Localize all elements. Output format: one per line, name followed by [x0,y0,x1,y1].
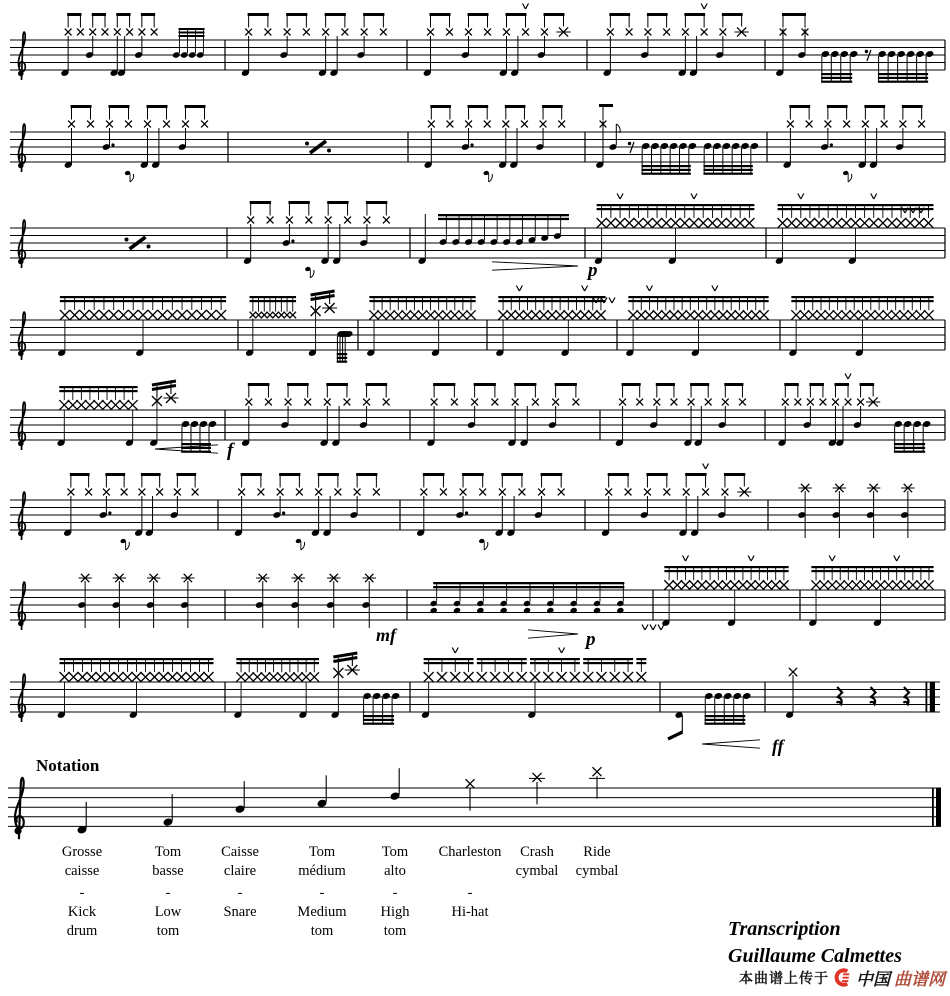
dynamic-ff: ff [772,736,784,756]
site-logo-icon [833,968,852,987]
staff-system-1 [10,4,945,83]
notation-legend-staff [8,767,941,839]
staff-system-2 [10,104,945,182]
legend-french-label: Crash cymbal [515,844,559,879]
staff-system-7 [10,556,945,651]
site-name-red: 曲谱网 [894,970,945,989]
legend-separator: - [79,885,85,901]
credit-author: Guillaume Calmettes [728,945,902,967]
legend-separator: - [165,885,171,901]
legend-english-label: Low tom [154,904,182,939]
legend-note-hi-hat [466,779,475,811]
credit-transcription: Transcription [728,918,841,940]
legend-french-label: Grosse caisse [61,844,103,879]
legend-item-kick-drum [37,843,127,941]
watermark-text: 本曲谱上传于 [739,969,829,986]
legend-french-label: Tom alto [381,844,409,879]
staff-system-5 [10,374,945,462]
legend-note-low-tom [163,794,174,827]
legend-note-ride-cymbal [589,767,605,799]
legend-separator: - [392,885,398,901]
transcription-credits [728,916,902,970]
legend-separator: - [467,885,473,901]
legend-note-medium-tom [317,775,328,808]
legend-note-kick-drum [77,802,88,835]
staff-system-8 [10,648,940,757]
staff-system-6 [10,464,945,551]
legend-french-label: Charleston [438,844,502,860]
legend-french-label: Ride cymbal [575,844,619,879]
legend-note-high-tom [390,768,401,801]
site-name-black: 中国 [856,970,890,989]
dynamic-p: p [588,260,598,281]
site-watermark [739,965,945,990]
dynamic-p: p [586,629,596,650]
legend-note-crash-cymbal [529,773,545,805]
dynamic-mf: mf [376,625,396,645]
notation-section-title: Notation [36,756,100,775]
legend-english-label: Hi-hat [451,904,489,920]
legend-english-label: Kick drum [66,904,98,939]
dynamic-f: f [227,440,234,461]
legend-english-label: Medium tom [297,904,347,939]
staff-system-4 [10,286,945,363]
legend-french-label: Tom médium [298,844,346,879]
legend-item-ride-cymbal [552,843,642,881]
legend-separator: - [319,885,325,901]
legend-french-label: Tom basse [152,844,184,879]
staff-system-3 [10,194,945,282]
legend-english-label: Snare [223,904,257,920]
legend-separator: - [237,885,243,901]
legend-item-snare [195,843,285,922]
legend-french-label: Caisse claire [221,844,259,879]
legend-english-label: High tom [380,904,410,939]
